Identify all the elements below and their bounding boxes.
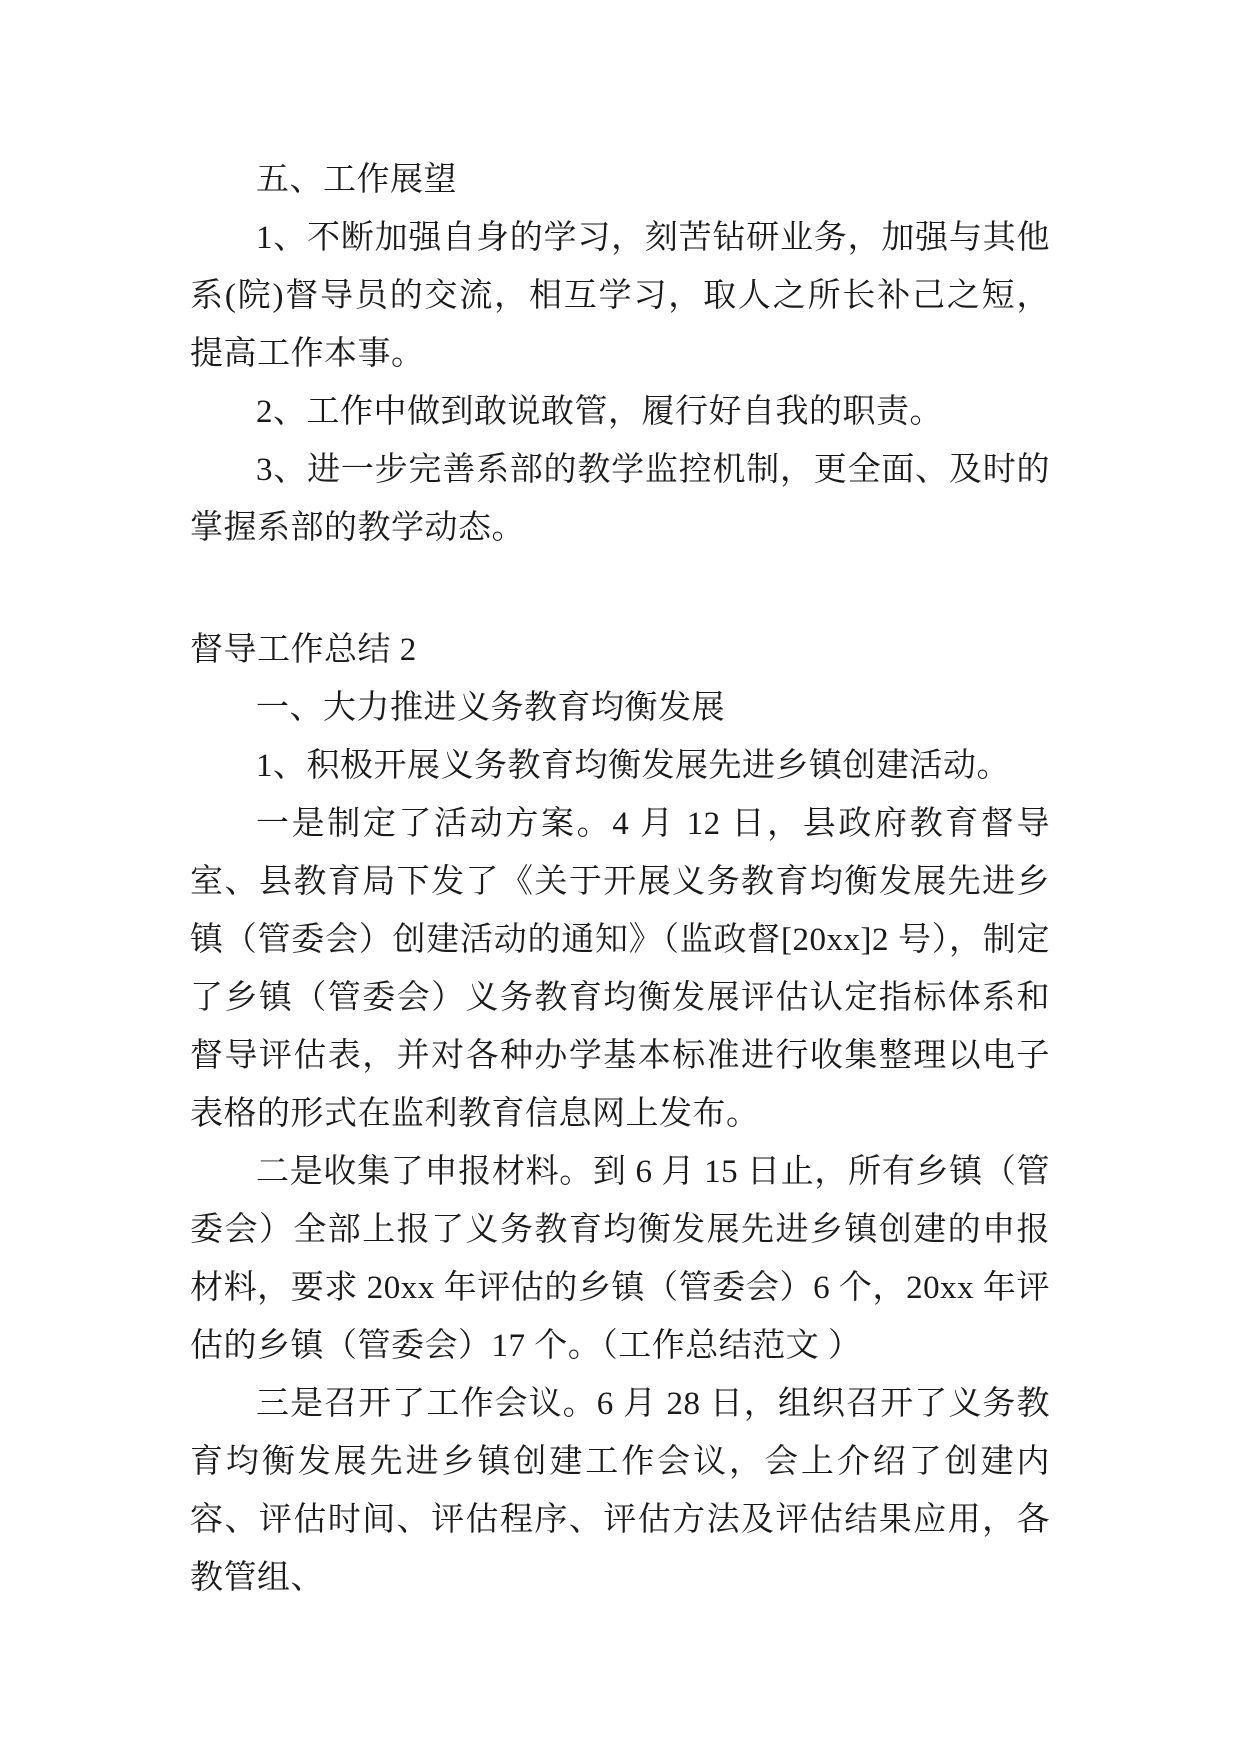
paragraph-first-measure: 一是制定了活动方案。4 月 12 日，县政府教育督导室、县教育局下发了《关于开展义务教育均衡发展先进乡镇（管委会）创建活动的通知》（监政督[20xx]2 号），制定了乡镇（管委会）义务教育均衡发展评估认定指标体系和督导评估表，并对各种办学基本标准进行收集整理以电子表格的形式在监利教育信息网上发布。 <box>190 806 1050 1132</box>
paragraph-third-measure: 三是召开了工作会议。6 月 28 日，组织召开了义务教育均衡发展先进乡镇创建工作会议，会上介绍了创建内容、评估时间、评估程序、评估方法及评估结果应用，各教管组、 <box>190 1386 1050 1596</box>
paragraph-second-measure: 二是收集了申报材料。到 6 月 15 日止，所有乡镇（管委会）全部上报了义务教育均衡发展先进乡镇创建的申报材料，要求 20xx 年评估的乡镇（管委会）6 个，20xx 年评估的乡镇（管委会）17 个。（工作总结范文 ） <box>190 1154 1051 1364</box>
heading-part-one: 一、大力推进义务教育均衡发展 <box>256 690 725 726</box>
document-text-block <box>190 151 1050 1607</box>
paragraph-outlook-item-1: 1、不断加强自身的学习，刻苦钻研业务，加强与其他系(院)督导员的交流，相互学习，取人之所长补己之短，提高工作本事。 <box>190 220 1050 372</box>
paragraph-part-one-item-1: 1、积极开展义务教育均衡发展先进乡镇创建活动。 <box>256 748 1010 784</box>
heading-summary-2: 督导工作总结 2 <box>190 632 417 668</box>
heading-section-five-outlook: 五、工作展望 <box>256 162 457 198</box>
paragraph-outlook-item-2: 2、工作中做到敢说敢管，履行好自我的职责。 <box>256 394 943 430</box>
paragraph-outlook-item-3: 3、进一步完善系部的教学监控机制，更全面、及时的掌握系部的教学动态。 <box>190 452 1050 546</box>
